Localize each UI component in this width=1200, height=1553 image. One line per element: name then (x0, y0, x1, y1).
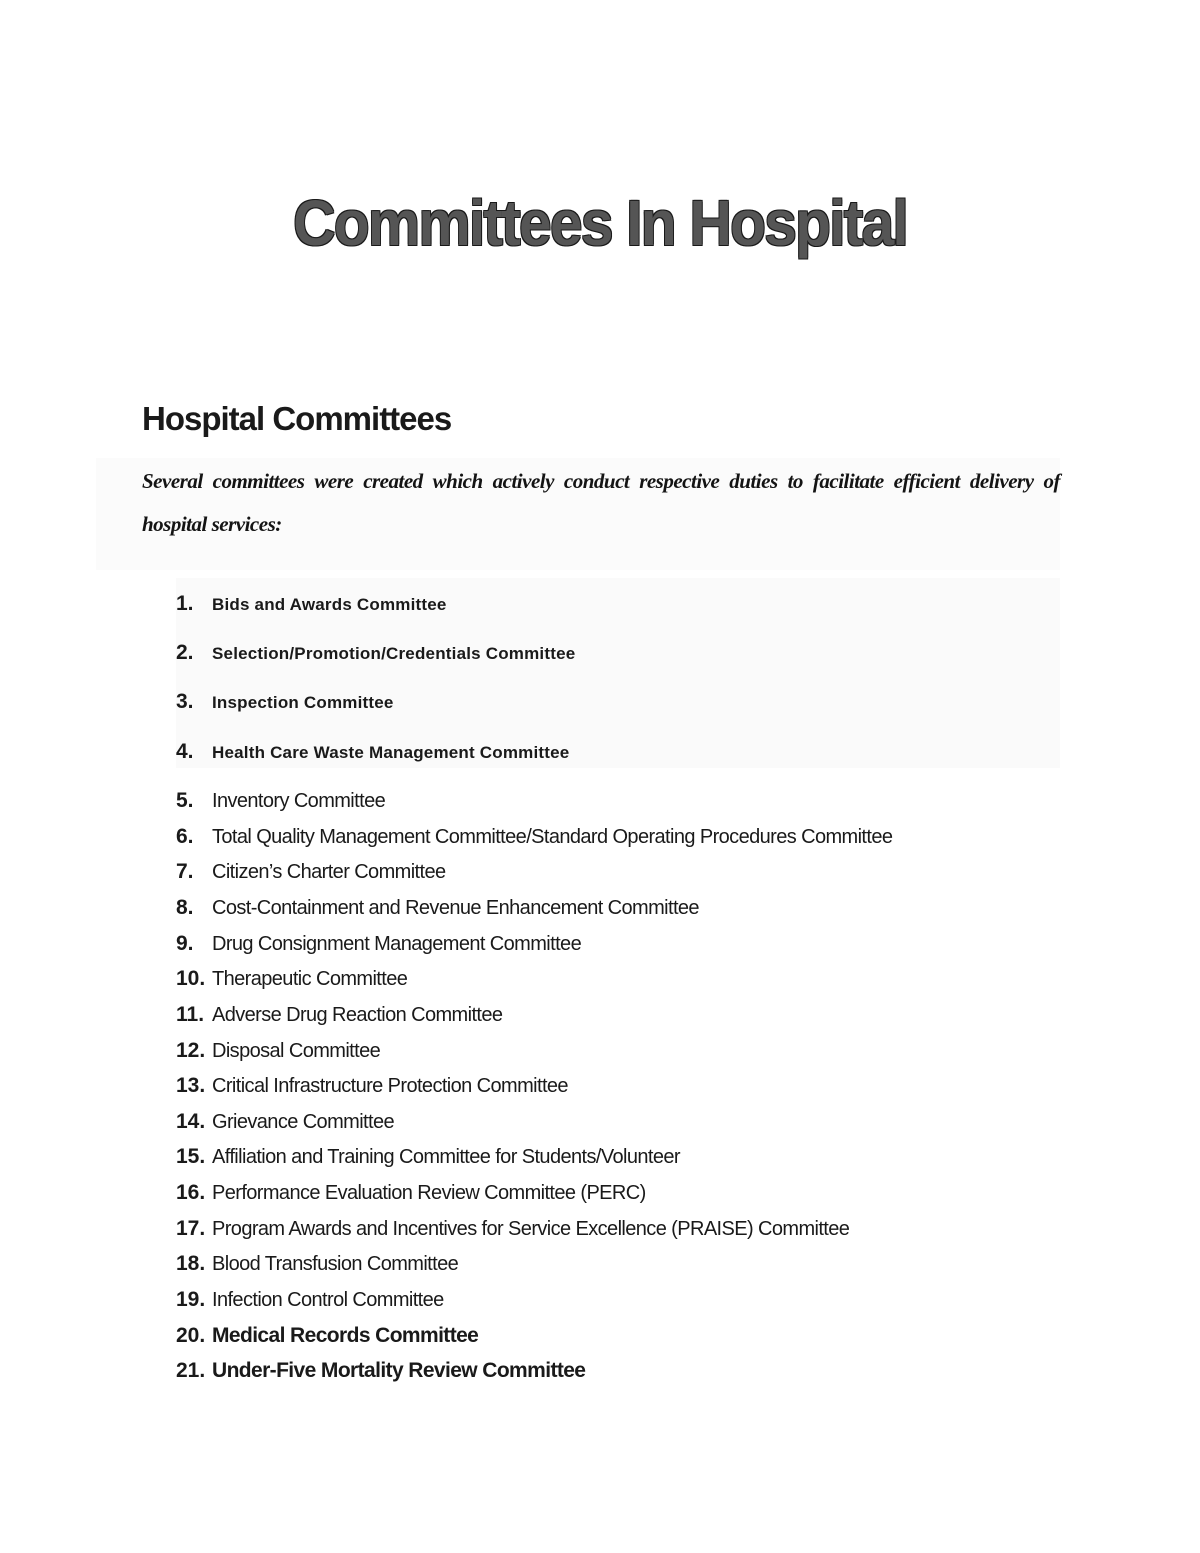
item-label: Health Care Waste Management Committee (212, 743, 570, 762)
item-number: 1. (176, 592, 194, 615)
list-item (176, 1252, 458, 1276)
item-number: 4. (176, 740, 194, 763)
item-label: Critical Infrastructure Protection Committee (212, 1075, 568, 1097)
list-item (176, 690, 394, 714)
list-item (176, 1039, 380, 1063)
list-item (176, 641, 575, 665)
item-label: Therapeutic Committee (212, 968, 408, 990)
list-item (176, 1324, 478, 1348)
item-label: Inventory Committee (212, 790, 386, 812)
item-number: 21. (176, 1359, 206, 1382)
item-label: Program Awards and Incentives for Service Excellence (PRAISE) Committee (212, 1218, 850, 1240)
item-number: 11. (176, 1003, 205, 1026)
list-item (176, 1217, 849, 1241)
item-label: Total Quality Management Committee/Standard Operating Procedures Committee (212, 826, 893, 848)
list-item (176, 860, 446, 884)
item-label: Cost-Containment and Revenue Enhancement Committee (212, 897, 699, 919)
list-item (176, 789, 385, 813)
list-item (176, 1145, 680, 1169)
item-number: 16. (176, 1181, 206, 1204)
list-item (176, 1110, 394, 1134)
item-label: Medical Records Committee (212, 1324, 479, 1347)
item-number: 2. (176, 641, 194, 664)
list-item (176, 932, 581, 956)
list-item (176, 1359, 585, 1383)
list-item (176, 1181, 646, 1205)
section-heading: Hospital Committees (142, 400, 452, 438)
item-label: Infection Control Committee (212, 1289, 444, 1311)
list-item (176, 1288, 444, 1312)
item-label: Under-Five Mortality Review Committee (212, 1359, 586, 1382)
item-number: 7. (176, 860, 194, 883)
list-item (176, 592, 447, 616)
item-number: 8. (176, 896, 194, 919)
item-number: 3. (176, 690, 194, 713)
item-label: Citizen’s Charter Committee (212, 861, 446, 883)
item-label: Blood Transfusion Committee (212, 1253, 459, 1275)
item-number: 10. (176, 967, 206, 990)
item-label: Drug Consignment Management Committee (212, 933, 582, 955)
item-number: 17. (176, 1217, 206, 1240)
item-label: Performance Evaluation Review Committee (PERC) (212, 1182, 646, 1204)
item-number: 12. (176, 1039, 206, 1062)
item-number: 18. (176, 1252, 206, 1275)
list-item (176, 825, 892, 849)
intro-paragraph: Several committees were created which actively conduct respective duties to facilitate efficient delivery of hospital services: (142, 469, 1060, 536)
item-number: 14. (176, 1110, 206, 1133)
item-number: 6. (176, 825, 194, 848)
item-number: 13. (176, 1074, 206, 1097)
item-number: 19. (176, 1288, 206, 1311)
item-label: Disposal Committee (212, 1040, 381, 1062)
item-label: Adverse Drug Reaction Committee (212, 1004, 503, 1026)
item-number: 5. (176, 789, 194, 812)
list-item (176, 1074, 568, 1098)
item-number: 9. (176, 932, 194, 955)
item-label: Selection/Promotion/Credentials Committee (212, 644, 576, 663)
page-title: Committees In Hospital (293, 186, 907, 259)
list-item (176, 1003, 502, 1027)
list-item (176, 896, 699, 920)
item-label: Inspection Committee (212, 693, 394, 712)
item-number: 15. (176, 1145, 206, 1168)
item-label: Bids and Awards Committee (212, 595, 447, 614)
item-label: Affiliation and Training Committee for Students/Volunteer (212, 1146, 680, 1168)
list-item (176, 967, 407, 991)
item-number: 20. (176, 1324, 206, 1347)
item-label: Grievance Committee (212, 1111, 394, 1133)
list-item (176, 740, 569, 764)
